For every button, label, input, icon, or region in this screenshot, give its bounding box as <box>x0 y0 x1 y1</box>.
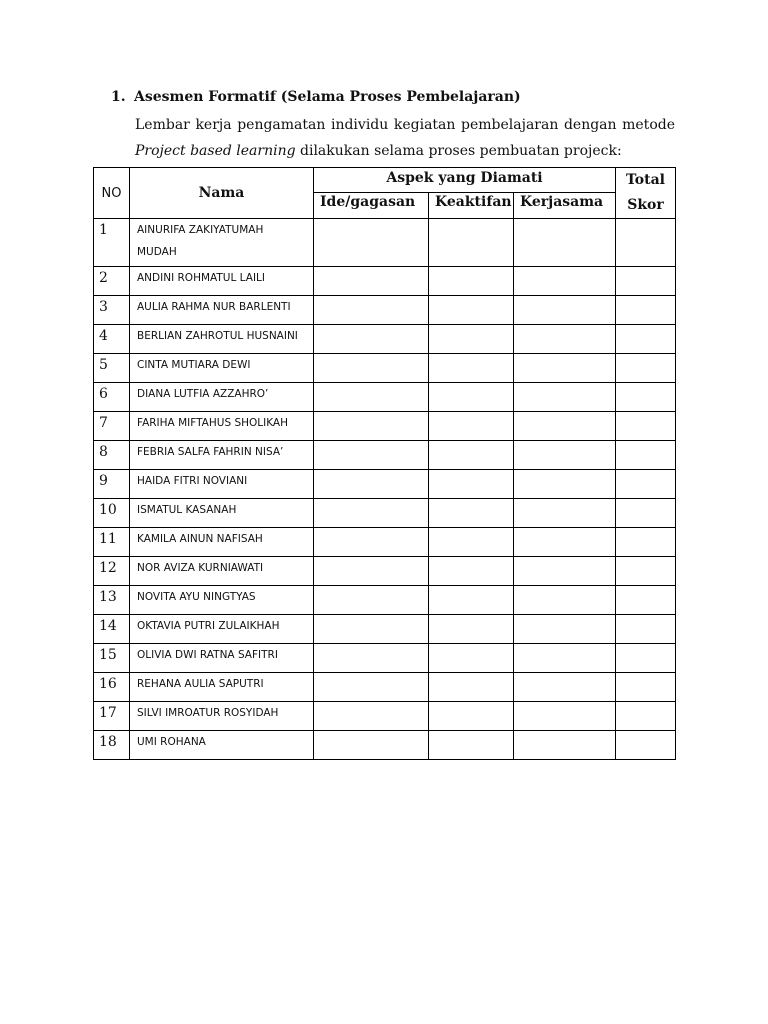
student-name-line-2: MUDAH <box>137 246 177 258</box>
student-name-line: CINTA MUTIARA DEWI <box>137 359 251 371</box>
score-kerjasama-cell[interactable] <box>514 528 616 557</box>
score-keaktifan-cell[interactable] <box>429 557 514 586</box>
score-total-cell[interactable] <box>616 441 676 470</box>
score-ide-cell[interactable] <box>314 325 429 354</box>
student-name <box>130 383 314 412</box>
row-number: 13 <box>94 586 130 615</box>
score-kerjasama-cell[interactable] <box>514 219 616 267</box>
score-kerjasama-cell[interactable] <box>514 586 616 615</box>
score-kerjasama-cell[interactable] <box>514 267 616 296</box>
score-keaktifan-cell[interactable] <box>429 470 514 499</box>
student-name-line: KAMILA AINUN NAFISAH <box>137 533 263 545</box>
row-number: 3 <box>94 296 130 325</box>
paragraph-line-2 <box>135 143 675 159</box>
table-row <box>94 470 676 499</box>
score-keaktifan-cell[interactable] <box>429 441 514 470</box>
table-row <box>94 267 676 296</box>
row-number: 16 <box>94 673 130 702</box>
score-kerjasama-cell[interactable] <box>514 470 616 499</box>
row-number: 11 <box>94 528 130 557</box>
student-name-line: FARIHA MIFTAHUS SHOLIKAH <box>137 417 288 429</box>
student-name-line: OKTAVIA PUTRI ZULAIKHAH <box>137 620 280 632</box>
student-name <box>130 615 314 644</box>
table-row <box>94 731 676 760</box>
header-no: NO <box>94 168 130 219</box>
table-row <box>94 296 676 325</box>
row-number: 15 <box>94 644 130 673</box>
row-number: 12 <box>94 557 130 586</box>
table-row <box>94 354 676 383</box>
score-keaktifan-cell[interactable] <box>429 325 514 354</box>
student-name-line: ISMATUL KASANAH <box>137 504 237 516</box>
observation-table <box>93 167 676 760</box>
student-name-line: ANDINI ROHMATUL LAILI <box>137 272 265 284</box>
student-name-line: REHANA AULIA SAPUTRI <box>137 678 264 690</box>
score-ide-cell[interactable] <box>314 586 429 615</box>
score-ide-cell[interactable] <box>314 383 429 412</box>
score-keaktifan-cell[interactable] <box>429 219 514 267</box>
score-keaktifan-cell[interactable] <box>429 383 514 412</box>
score-total-cell[interactable] <box>616 412 676 441</box>
student-name-line: NOR AVIZA KURNIAWATI <box>137 562 264 574</box>
student-name-line: BERLIAN ZAHROTUL HUSNAINI <box>137 330 298 342</box>
score-total-cell[interactable] <box>616 702 676 731</box>
row-number: 14 <box>94 615 130 644</box>
student-name-line: NOVITA AYU NINGTYAS <box>137 591 256 603</box>
score-total-cell[interactable] <box>616 267 676 296</box>
score-keaktifan-cell[interactable] <box>429 267 514 296</box>
paragraph-italic: Project based learning <box>135 143 296 159</box>
score-keaktifan-cell[interactable] <box>429 499 514 528</box>
score-keaktifan-cell[interactable] <box>429 354 514 383</box>
score-keaktifan-cell[interactable] <box>429 644 514 673</box>
student-name <box>130 354 314 383</box>
student-name-line: DIANA LUTFIA AZZAHRO’ <box>137 388 269 400</box>
score-ide-cell[interactable] <box>314 296 429 325</box>
table-row <box>94 586 676 615</box>
score-kerjasama-cell[interactable] <box>514 383 616 412</box>
student-name <box>130 528 314 557</box>
score-total-cell[interactable] <box>616 586 676 615</box>
header-nama: Nama <box>130 168 314 219</box>
score-ide-cell[interactable] <box>314 615 429 644</box>
student-name <box>130 219 314 267</box>
score-kerjasama-cell[interactable] <box>514 615 616 644</box>
table-row <box>94 441 676 470</box>
table-row <box>94 499 676 528</box>
header-keaktifan: Keaktifan <box>429 193 514 219</box>
paragraph-line-1: Lembar kerja pengamatan individu kegiatan pembelajaran dengan metode <box>135 117 675 133</box>
score-keaktifan-cell[interactable] <box>429 528 514 557</box>
table-row <box>94 219 676 267</box>
row-number: 7 <box>94 412 130 441</box>
section-heading <box>111 89 521 105</box>
score-ide-cell[interactable] <box>314 470 429 499</box>
row-number: 8 <box>94 441 130 470</box>
header-kerjasama: Kerjasama <box>514 193 616 219</box>
row-number: 2 <box>94 267 130 296</box>
student-name <box>130 702 314 731</box>
table-row <box>94 644 676 673</box>
table-row <box>94 702 676 731</box>
student-name <box>130 441 314 470</box>
student-name <box>130 557 314 586</box>
score-total-cell[interactable] <box>616 615 676 644</box>
table-row <box>94 673 676 702</box>
score-ide-cell[interactable] <box>314 644 429 673</box>
table-row <box>94 412 676 441</box>
student-name <box>130 296 314 325</box>
row-number: 1 <box>94 219 130 267</box>
paragraph-rest: dilakukan selama proses pembuatan projeck: <box>295 143 622 159</box>
row-number: 17 <box>94 702 130 731</box>
score-keaktifan-cell[interactable] <box>429 731 514 760</box>
score-kerjasama-cell[interactable] <box>514 296 616 325</box>
score-keaktifan-cell[interactable] <box>429 615 514 644</box>
score-ide-cell[interactable] <box>314 673 429 702</box>
table-row <box>94 615 676 644</box>
score-total-cell[interactable] <box>616 644 676 673</box>
student-name-line: OLIVIA DWI RATNA SAFITRI <box>137 649 278 661</box>
table-row <box>94 528 676 557</box>
score-total-cell[interactable] <box>616 296 676 325</box>
row-number: 9 <box>94 470 130 499</box>
score-ide-cell[interactable] <box>314 702 429 731</box>
student-name-line: SILVI IMROATUR ROSYIDAH <box>137 707 279 719</box>
header-total: Total <box>625 172 665 188</box>
score-ide-cell[interactable] <box>314 412 429 441</box>
score-ide-cell[interactable] <box>314 499 429 528</box>
table-row <box>94 557 676 586</box>
score-keaktifan-cell[interactable] <box>429 412 514 441</box>
header-skor: Skor <box>627 197 664 213</box>
student-name-line: HAIDA FITRI NOVIANI <box>137 475 248 487</box>
score-total-cell[interactable] <box>616 557 676 586</box>
score-kerjasama-cell[interactable] <box>514 325 616 354</box>
score-keaktifan-cell[interactable] <box>429 702 514 731</box>
score-ide-cell[interactable] <box>314 267 429 296</box>
header-aspek: Aspek yang Diamati <box>314 168 616 193</box>
student-name <box>130 731 314 760</box>
score-ide-cell[interactable] <box>314 557 429 586</box>
score-total-cell[interactable] <box>616 219 676 267</box>
score-total-cell[interactable] <box>616 354 676 383</box>
score-total-cell[interactable] <box>616 383 676 412</box>
table-row <box>94 325 676 354</box>
score-ide-cell[interactable] <box>314 731 429 760</box>
header-total-skor <box>616 168 676 219</box>
student-name <box>130 644 314 673</box>
row-number: 4 <box>94 325 130 354</box>
score-keaktifan-cell[interactable] <box>429 296 514 325</box>
score-ide-cell[interactable] <box>314 441 429 470</box>
row-number: 6 <box>94 383 130 412</box>
student-name-line: AULIA RAHMA NUR BARLENTI <box>137 301 291 313</box>
score-total-cell[interactable] <box>616 731 676 760</box>
score-total-cell[interactable] <box>616 673 676 702</box>
student-name-line: UMI ROHANA <box>137 736 206 748</box>
score-keaktifan-cell[interactable] <box>429 586 514 615</box>
section-number: 1. <box>111 89 126 105</box>
student-name <box>130 412 314 441</box>
score-ide-cell[interactable] <box>314 528 429 557</box>
score-kerjasama-cell[interactable] <box>514 731 616 760</box>
header-ide: Ide/gagasan <box>314 193 429 219</box>
section-title: Asesmen Formatif (Selama Proses Pembelajaran) <box>134 89 521 105</box>
row-number: 10 <box>94 499 130 528</box>
score-total-cell[interactable] <box>616 470 676 499</box>
score-kerjasama-cell[interactable] <box>514 702 616 731</box>
student-name <box>130 499 314 528</box>
score-keaktifan-cell[interactable] <box>429 673 514 702</box>
row-number: 5 <box>94 354 130 383</box>
student-name-line: AINURIFA ZAKIYATUMAH <box>137 224 264 236</box>
row-number: 18 <box>94 731 130 760</box>
student-name <box>130 267 314 296</box>
score-total-cell[interactable] <box>616 528 676 557</box>
score-kerjasama-cell[interactable] <box>514 644 616 673</box>
student-name <box>130 470 314 499</box>
score-kerjasama-cell[interactable] <box>514 557 616 586</box>
student-name-line: FEBRIA SALFA FAHRIN NISA’ <box>137 446 284 458</box>
score-kerjasama-cell[interactable] <box>514 412 616 441</box>
score-kerjasama-cell[interactable] <box>514 673 616 702</box>
student-name <box>130 325 314 354</box>
student-name <box>130 586 314 615</box>
table-row <box>94 383 676 412</box>
score-total-cell[interactable] <box>616 499 676 528</box>
score-kerjasama-cell[interactable] <box>514 499 616 528</box>
student-name <box>130 673 314 702</box>
score-ide-cell[interactable] <box>314 219 429 267</box>
score-total-cell[interactable] <box>616 325 676 354</box>
score-kerjasama-cell[interactable] <box>514 354 616 383</box>
score-kerjasama-cell[interactable] <box>514 441 616 470</box>
score-ide-cell[interactable] <box>314 354 429 383</box>
